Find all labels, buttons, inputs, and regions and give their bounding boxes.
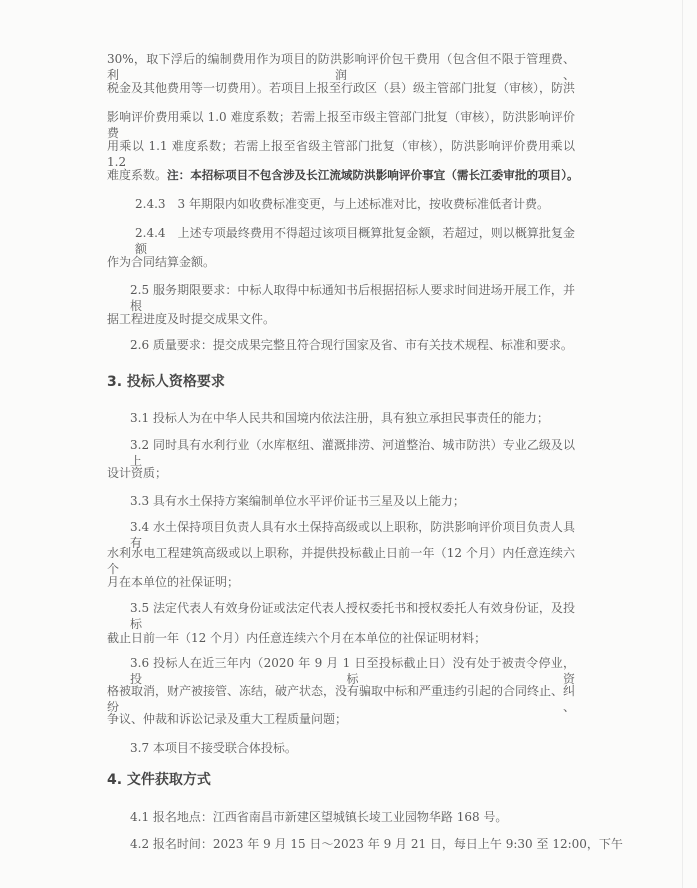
paragraph-2-4-4: 2.4.4 上述专项最终费用不得超过该项目概算批复金额，若超过，则以概算批复金额 [135, 226, 575, 256]
paragraph-3-5: 3.5 法定代表人有效身份证或法定代表人授权委托书和授权委托人有效身份证，及投标 [130, 601, 575, 631]
text-line: 作为合同结算金额。 [107, 255, 216, 269]
text-line: 用乘以 1.1 难度系数；若需上报至省级主管部门批复（审核），防洪影响评价费用乘以 1.2 [107, 139, 575, 169]
text-line: 30%，取下浮后的编制费用作为项目的防洪影响评价包干费用（包含但不限于管理费、利润、 [107, 52, 575, 82]
text-line: 月在本单位的社保证明； [107, 575, 240, 589]
text-line: 格被取消，财产被接管、冻结，破产状态，没有骗取中标和严重违约引起的合同终止、纠纷、 [107, 684, 576, 714]
text-line: 设计资质； [107, 466, 168, 480]
text-line: 影响评价费用乘以 1.0 难度系数；若需上报至市级主管部门批复（审核），防洪影响评价费 [107, 110, 575, 140]
paragraph-3-6: 3.6 投标人在近三年内（2020 年 9 月 1 日至投标截止日）没有处于被责令停业，投标资 [130, 656, 575, 686]
paragraph-4-1: 4.1 报名地点：江西省南昌市新建区望城镇长堎工业园物华路 168 号。 [130, 810, 508, 824]
paragraph-2-4-3: 2.4.3 3 年期限内如收费标准变更，与上述标准对比，按收费标准低者计费。 [135, 197, 549, 211]
paragraph-3-3: 3.3 具有水土保持方案编制单位水平评价证书三星及以上能力； [130, 494, 465, 508]
paragraph-3-1: 3.1 投标人为在中华人民共和国境内依法注册，具有独立承担民事责任的能力； [130, 411, 549, 425]
bold-note: 注：本招标项目不包含涉及长江流域防洪影响评价事宜（需长江委审批的项目）。 [167, 168, 579, 182]
text-line: 税金及其他费用等一切费用）。若项目上报至行政区（县）级主管部门批复（审核），防洪 [107, 81, 576, 95]
paragraph-2-6: 2.6 质量要求：提交成果完整且符合现行国家及省、市有关技术规程、标准和要求。 [130, 338, 573, 352]
paragraph-3-4: 3.4 水土保持项目负责人具有水土保持高级或以上职称，防洪影响评价项目负责人具有 [130, 520, 575, 550]
paragraph-4-2: 4.2 报名时间：2023 年 9 月 15 日～2023 年 9 月 21 日，每日上午 9:30 至 12:00，下午 [130, 837, 623, 851]
paragraph-3-2: 3.2 同时具有水利行业（水库枢纽、灌溉排涝、河道整治、城市防洪）专业乙级及以上 [130, 438, 575, 468]
section-4-heading: 4. 文件获取方式 [107, 772, 211, 788]
text-segment: 难度系数。 [107, 168, 168, 182]
paragraph-3-7: 3.7 本项目不接受联合体投标。 [130, 741, 297, 755]
text-line [107, 167, 579, 183]
scan-edge [682, 0, 683, 888]
text-line: 争议、仲裁和诉讼记录及重大工程质量问题； [107, 712, 348, 726]
paragraph-2-5: 2.5 服务期限要求：中标人取得中标通知书后根据招标人要求时间进场开展工作，并根 [130, 283, 575, 313]
section-3-heading: 3. 投标人资格要求 [107, 374, 225, 390]
text-line: 水利水电工程建筑高级或以上职称，并提供投标截止日前一年（12 个月）内任意连续六个 [107, 546, 575, 576]
text-line: 截止日前一年（12 个月）内任意连续六个月在本单位的社保证明材料； [107, 631, 487, 645]
text-line: 据工程进度及时提交成果文件。 [107, 312, 276, 326]
